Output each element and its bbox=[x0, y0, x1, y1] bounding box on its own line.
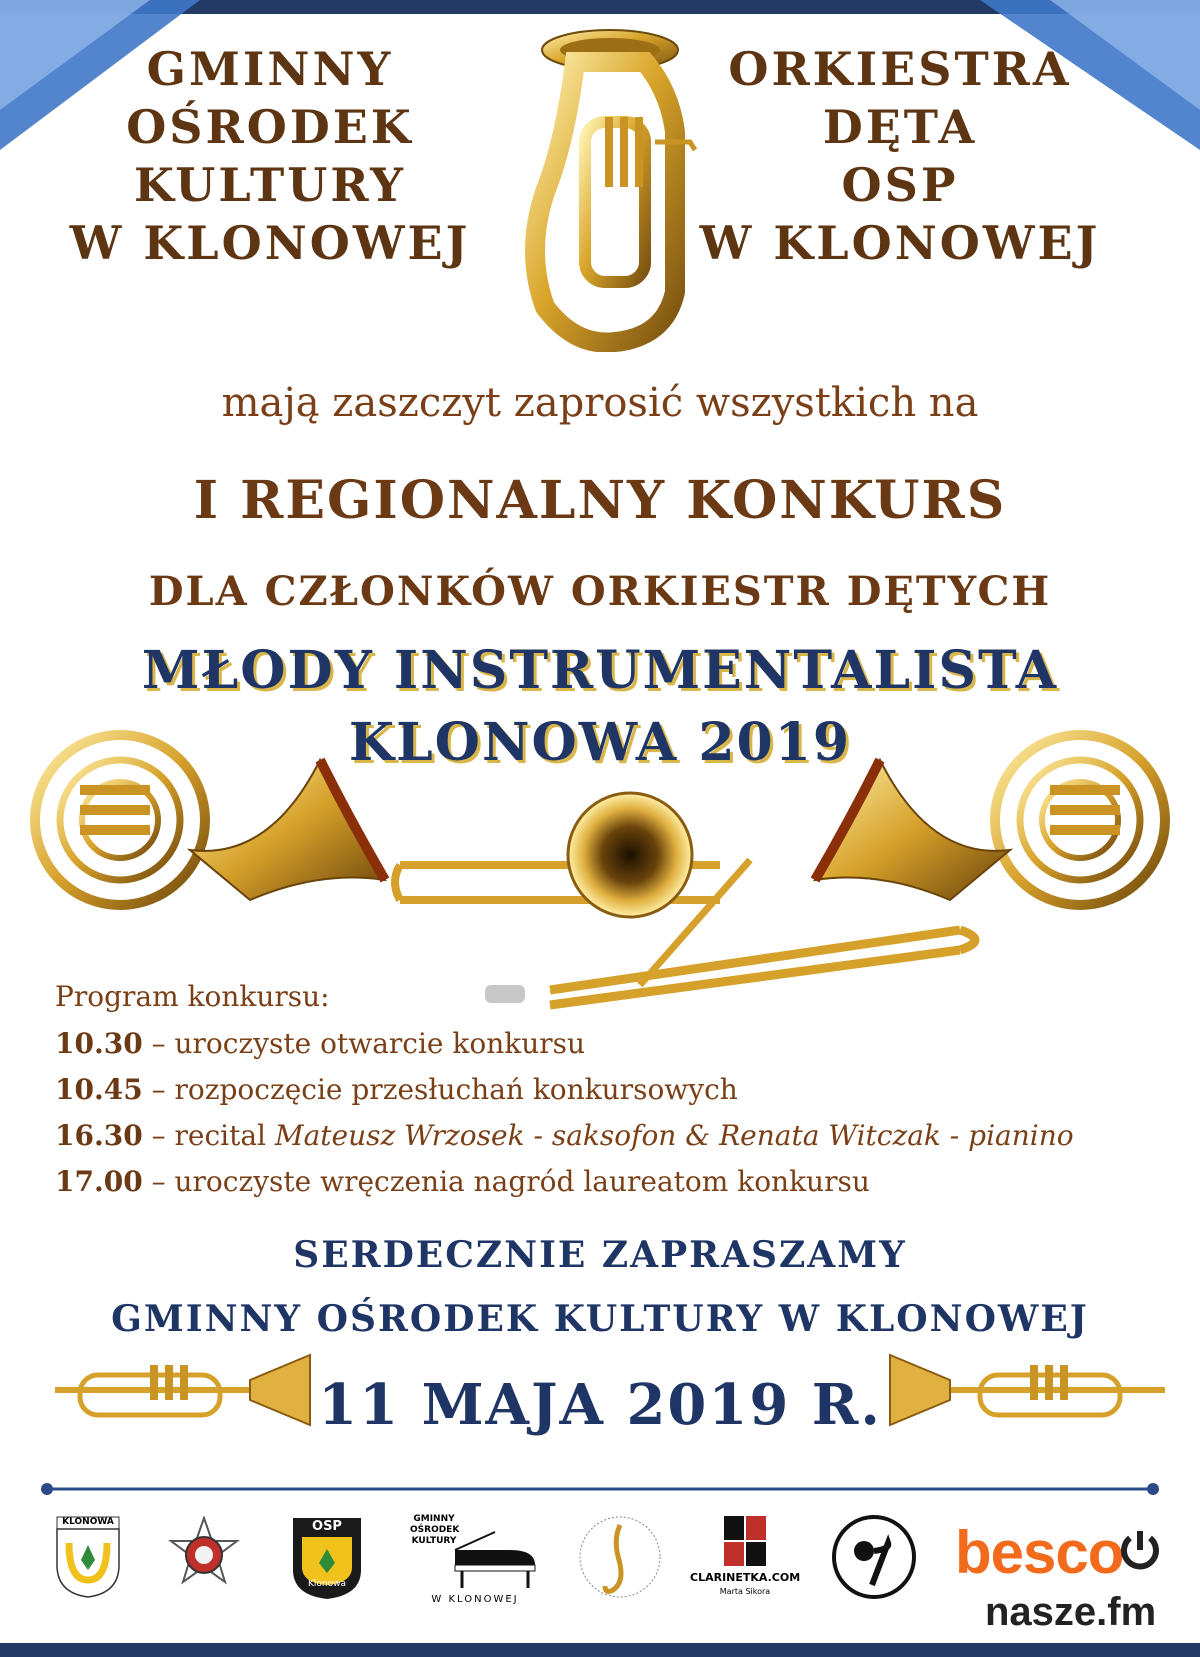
klonowa-coat-of-arms-logo bbox=[55, 1515, 121, 1603]
organizer-right-line: ORKIESTRA bbox=[728, 42, 1072, 96]
program-dash: – bbox=[151, 1027, 166, 1060]
nasze-fm-logo: nasze.fm bbox=[985, 1590, 1157, 1634]
organizer-right-line: W KLONOWEJ bbox=[699, 216, 1101, 270]
invitation-line: mają zaszczyt zaprosić wszystkich na bbox=[221, 380, 979, 426]
event-title-line4: KLONOWA 2019 bbox=[348, 712, 852, 773]
event-date: 11 MAJA 2019 R. bbox=[318, 1372, 882, 1438]
program-text: recital bbox=[174, 1119, 266, 1152]
fire-brigade-emblem-logo bbox=[165, 1516, 243, 1594]
power-icon bbox=[1118, 1528, 1162, 1572]
event-title-line2: DLA CZŁONKÓW ORKIESTR DĘTYCH bbox=[148, 568, 1052, 615]
organizer-left-line: KULTURY bbox=[133, 158, 407, 212]
osp-logo-top-text: OSP bbox=[312, 1519, 342, 1534]
program-time: 17.00 bbox=[55, 1165, 143, 1198]
clarinetka-subtext: Marta Sikora bbox=[719, 1587, 771, 1596]
program-section bbox=[55, 980, 1074, 1205]
program-text: rozpoczęcie przesłuchań konkursowych bbox=[174, 1073, 738, 1106]
program-time: 10.45 bbox=[55, 1073, 143, 1106]
organizer-left bbox=[60, 40, 480, 272]
program-time: 10.30 bbox=[55, 1027, 143, 1060]
program-text: uroczyste wręczenia nagród laureatom konkursu bbox=[174, 1165, 870, 1198]
program-dash: – bbox=[151, 1119, 166, 1152]
program-time: 16.30 bbox=[55, 1119, 143, 1152]
osp-klonowa-logo bbox=[290, 1515, 364, 1605]
gok-logo-bottom-text: W KLONOWEJ bbox=[431, 1594, 519, 1605]
closing-organizer: GMINNY OŚRODEK KULTURY W KLONOWEJ bbox=[111, 1298, 1089, 1340]
program-performers: Mateusz Wrzosek - saksofon & Renata Witczak - pianino bbox=[274, 1119, 1074, 1152]
organizer-left-line: W KLONOWEJ bbox=[69, 216, 471, 270]
closing-invite: SERDECZNIE ZAPRASZAMY bbox=[293, 1234, 907, 1276]
gok-logo-line: OŚRODEK bbox=[410, 1525, 460, 1535]
gok-logo-line: KULTURY bbox=[411, 1536, 457, 1546]
osp-logo-bottom-text: Klonowa bbox=[308, 1579, 346, 1589]
music-note-circle-logo bbox=[830, 1513, 918, 1601]
french-horn-left-image bbox=[20, 700, 390, 940]
bottom-frame-bar bbox=[0, 1643, 1200, 1657]
program-text: uroczyste otwarcie konkursu bbox=[174, 1027, 586, 1060]
piano-icon bbox=[450, 1530, 540, 1590]
trumpet-right-image bbox=[880, 1350, 1170, 1440]
program-dash: – bbox=[151, 1165, 166, 1198]
besco-logo: besco bbox=[955, 1519, 1124, 1586]
clarinetka-text: CLARINETKA.COM bbox=[690, 1571, 801, 1584]
klonowa-logo-text: KLONOWA bbox=[62, 1517, 114, 1527]
organizer-right bbox=[680, 40, 1120, 272]
program-dash: – bbox=[151, 1073, 166, 1106]
event-title-line3: MŁODY INSTRUMENTALISTA bbox=[141, 640, 1059, 701]
event-title-line1: I REGIONALNY KONKURS bbox=[193, 470, 1007, 531]
media-grid-icon bbox=[723, 1515, 767, 1567]
organizer-left-line: GMINNY bbox=[146, 42, 394, 96]
organizer-right-line: DĘTA bbox=[822, 100, 978, 154]
program-item bbox=[55, 1021, 1074, 1067]
program-heading: Program konkursu: bbox=[55, 980, 330, 1013]
gok-klonowa-logo bbox=[410, 1510, 540, 1610]
gok-logo-line: GMINNY bbox=[413, 1514, 455, 1524]
organizer-right-line: OSP bbox=[841, 158, 959, 212]
divider-line bbox=[40, 1482, 1160, 1496]
organizer-left-line: OŚRODEK bbox=[126, 100, 414, 154]
program-item bbox=[55, 1113, 1074, 1159]
program-item bbox=[55, 1159, 1074, 1205]
saxophone-circle-logo bbox=[575, 1510, 665, 1605]
clarinetka-logo bbox=[690, 1515, 800, 1615]
program-item bbox=[55, 1067, 1074, 1113]
